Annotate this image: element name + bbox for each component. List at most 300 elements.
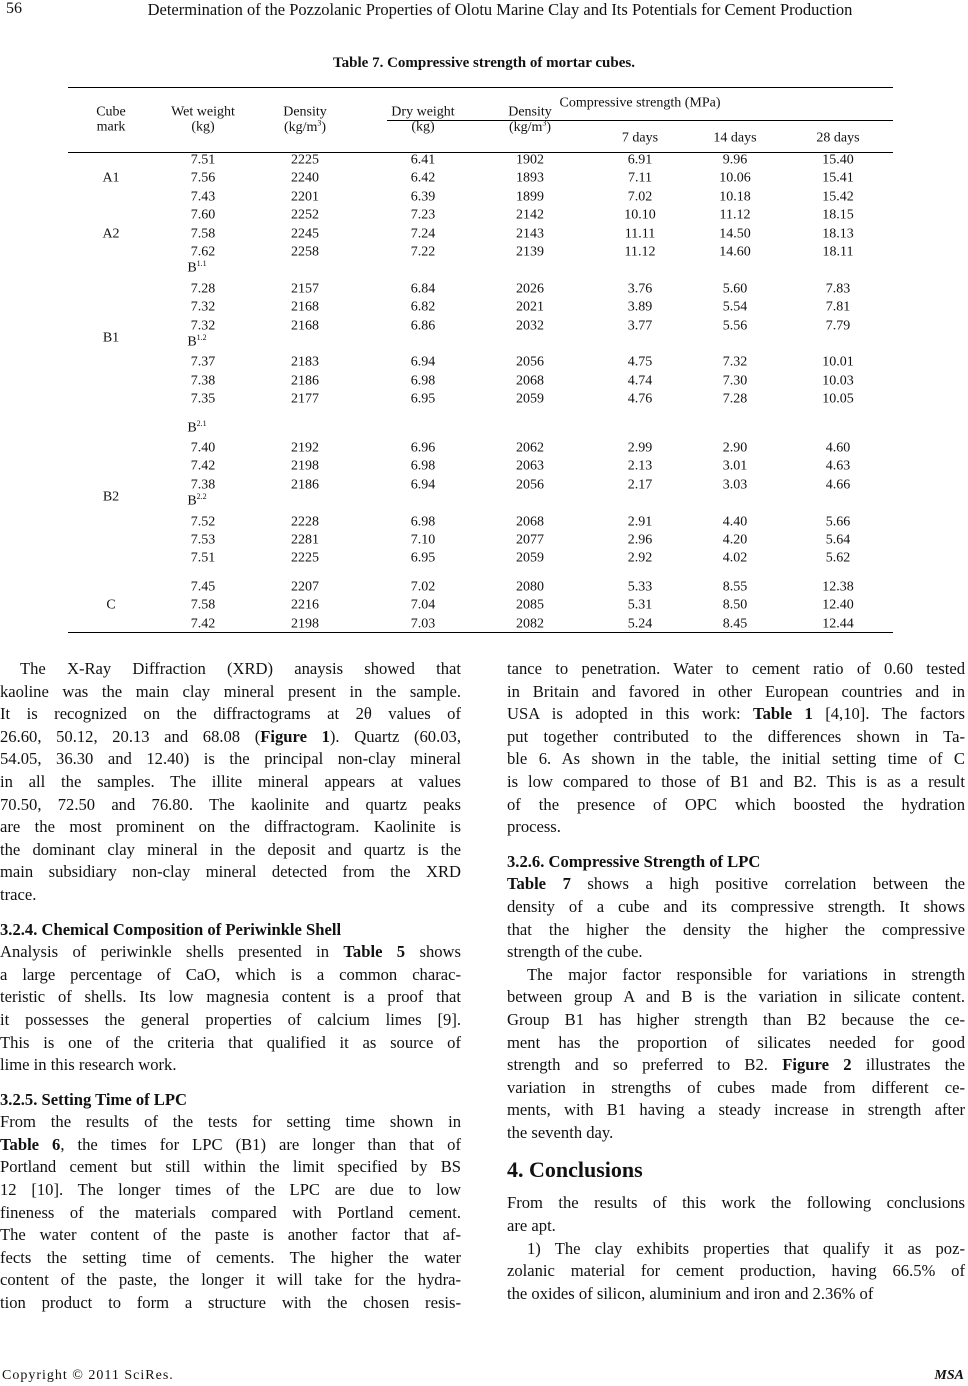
table-cell: 7.51 xyxy=(190,152,216,168)
text-run: 26.60, 50.12, 20.13 and 68.08 ( xyxy=(0,726,261,746)
header-density-wet-unit: (kg/m xyxy=(283,120,318,136)
text-run: kaoline was the main clay mineral present in the sample. xyxy=(0,681,461,701)
header-density-dry xyxy=(508,104,552,135)
table-cell: 4.63 xyxy=(825,458,851,474)
text-line xyxy=(507,1054,965,1077)
table-cell: 11.12 xyxy=(719,207,751,223)
table-cell: 2168 xyxy=(291,317,319,333)
text-line xyxy=(0,986,461,1009)
text-line xyxy=(0,964,461,987)
table-cell: 3.76 xyxy=(627,281,653,297)
paragraph xyxy=(507,658,965,839)
table-cell: 4.40 xyxy=(722,513,748,529)
table-cell: 7.58 xyxy=(190,597,216,613)
table-cell: 11.12 xyxy=(624,244,656,260)
table-cell: 15.41 xyxy=(822,170,854,186)
table-cell: 2059 xyxy=(516,391,544,407)
table-cell: 7.43 xyxy=(190,189,216,205)
paragraph xyxy=(507,964,965,1145)
table-cell: 2082 xyxy=(516,615,544,631)
page-number: 56 xyxy=(6,0,22,17)
text-line xyxy=(507,1215,965,1238)
table-cell: 7.32 xyxy=(190,317,216,333)
table-cell: 2177 xyxy=(291,391,319,407)
table-cell: 6.94 xyxy=(410,354,436,370)
table-cell: 6.42 xyxy=(410,170,436,186)
header-density-dry-line2 xyxy=(508,120,552,136)
table-cell: 7.10 xyxy=(410,532,436,548)
text-line xyxy=(0,816,461,839)
table-top-rule xyxy=(68,87,893,88)
table-cell: 2245 xyxy=(291,225,319,241)
table-cell: 5.31 xyxy=(627,597,653,613)
header-dry-weight xyxy=(391,105,454,136)
header-cube-mark-line1: Cube xyxy=(96,104,126,120)
table-cell: 7.04 xyxy=(410,597,436,613)
table-cell: 7.42 xyxy=(190,615,216,631)
text-line xyxy=(0,748,461,771)
table-cell: 7.32 xyxy=(190,299,216,315)
text-line xyxy=(507,1122,965,1145)
header-density-dry-exponent: 3 xyxy=(542,118,547,128)
table-cell: 5.24 xyxy=(627,615,653,631)
table-cell: 2032 xyxy=(516,317,544,333)
table-cell: 7.03 xyxy=(410,615,436,631)
text-run: ). Quartz (60.03, xyxy=(329,726,461,746)
text-line xyxy=(0,794,461,817)
table-cell: 6.94 xyxy=(410,477,436,493)
text-line xyxy=(0,1202,461,1225)
text-run: [4,10]. The factors xyxy=(812,704,965,724)
table-cell: 7.40 xyxy=(190,440,216,456)
text-line xyxy=(507,726,965,749)
table-cell: 2.99 xyxy=(627,440,653,456)
paragraph xyxy=(0,941,461,1077)
text-line xyxy=(507,873,965,896)
text-run: It is recognized on the diffractograms at 2θ values of xyxy=(0,704,461,724)
text-line xyxy=(0,1269,461,1292)
section-heading: 3.2.4. Chemical Composition of Periwinkle Shell xyxy=(0,919,342,939)
text-run: main subsidiary non-clay mineral detected from the XRD xyxy=(0,862,461,882)
table-cell: 7.42 xyxy=(190,458,216,474)
table-cell: 10.01 xyxy=(822,354,854,370)
text-line xyxy=(507,681,965,704)
table-cell: 2216 xyxy=(291,597,319,613)
text-line xyxy=(507,703,965,726)
right-text-column xyxy=(507,658,965,1305)
group-label-c: C xyxy=(106,597,116,613)
table-cell: 7.28 xyxy=(722,391,748,407)
table-cell: 7.28 xyxy=(190,281,216,297)
cross-reference: Figure 2 xyxy=(782,1055,852,1075)
table-cell: 6.95 xyxy=(410,550,436,566)
text-run: ments, with B1 having a steady increase in strength after xyxy=(507,1100,965,1120)
text-run: a large percentage of CaO, which is a common charac- xyxy=(0,964,461,984)
header-density-wet-line1: Density xyxy=(283,104,327,120)
text-run: 1) The clay exhibits properties that qualify it as poz- xyxy=(527,1238,965,1258)
text-run: This is one of the criteria that qualified it as source of xyxy=(0,1032,461,1052)
table-cell: 2080 xyxy=(516,579,544,595)
table-cell: 2068 xyxy=(516,373,544,389)
header-density-dry-line1: Density xyxy=(508,104,552,120)
text-run: fects the setting time of cements. The higher the water xyxy=(0,1247,461,1267)
text-line xyxy=(0,703,461,726)
compressive-header-rule xyxy=(387,120,893,121)
table-cell: 15.42 xyxy=(822,189,854,205)
table-cell: 2225 xyxy=(291,152,319,168)
table-cell: 2021 xyxy=(516,299,544,315)
subgroup-letter: B xyxy=(187,493,197,509)
table-cell: 10.18 xyxy=(719,189,751,205)
table-cell: 3.77 xyxy=(627,317,653,333)
table-cell: 7.32 xyxy=(722,354,748,370)
text-line xyxy=(0,1156,461,1179)
table-cell: 7.83 xyxy=(825,281,851,297)
text-run: The X-Ray Diffraction (XRD) anaysis showed that xyxy=(20,659,461,678)
text-run: the seventh day. xyxy=(507,1122,614,1142)
table-cell: 4.75 xyxy=(627,354,653,370)
subgroup-letter: B xyxy=(187,420,197,436)
table-cell: 2198 xyxy=(291,458,319,474)
table-cell: 2.96 xyxy=(627,532,653,548)
text-line xyxy=(507,1192,965,1215)
table-cell: 6.95 xyxy=(410,391,436,407)
table-cell: 10.05 xyxy=(822,391,854,407)
header-wet-weight-line2: (kg) xyxy=(191,120,215,135)
running-title: Determination of the Pozzolanic Properties of Olotu Marine Clay and Its Potentials for Cement Production xyxy=(147,0,853,19)
table-cell: 2063 xyxy=(516,458,544,474)
header-wet-weight-line1: Wet weight xyxy=(171,104,235,120)
table-cell: 2258 xyxy=(291,244,319,260)
table-cell: 2252 xyxy=(291,207,319,223)
header-density-wet xyxy=(283,104,327,135)
table-cell: 7.38 xyxy=(190,477,216,493)
table-cell: 2168 xyxy=(291,299,319,315)
text-line xyxy=(0,1179,461,1202)
table-cell: 2201 xyxy=(291,189,319,205)
text-run: USA is adopted in this work: xyxy=(507,704,754,724)
table-cell: 18.15 xyxy=(822,207,854,223)
text-line xyxy=(0,726,461,749)
table-cell: 7.53 xyxy=(190,532,216,548)
text-run: in all the samples. The illite mineral appears at values xyxy=(0,771,461,791)
table-cell: 2198 xyxy=(291,615,319,631)
table-cell: 5.33 xyxy=(627,579,653,595)
paragraph xyxy=(0,1111,461,1314)
text-line xyxy=(0,884,461,907)
table-cell: 15.40 xyxy=(822,152,854,168)
header-density-wet-paren: ) xyxy=(321,120,327,136)
subgroup-label xyxy=(187,420,206,436)
text-line xyxy=(507,919,965,942)
table-cell: 5.66 xyxy=(825,513,851,529)
text-run: shows a high positive correlation between the xyxy=(570,874,965,894)
table-cell: 2085 xyxy=(516,597,544,613)
text-run: process. xyxy=(507,817,561,837)
text-line xyxy=(0,1247,461,1270)
table-caption: Table 7. Compressive strength of mortar cubes. xyxy=(333,55,635,71)
table-cell: 1899 xyxy=(516,189,544,205)
cross-reference: Table 7 xyxy=(507,874,571,894)
text-run: 12 [10]. The longer times of the LPC are due to low xyxy=(0,1180,461,1200)
text-line xyxy=(507,1099,965,1122)
text-line xyxy=(0,1054,461,1077)
header-dry-weight-line1: Dry weight xyxy=(391,104,455,120)
table-cell: 7.38 xyxy=(190,373,216,389)
table-cell: 4.02 xyxy=(722,550,748,566)
text-run: is low compared to those of B1 and B2. This is as a result xyxy=(507,771,965,791)
text-line xyxy=(507,1009,965,1032)
table-cell: 8.55 xyxy=(722,579,748,595)
text-run: strength of the cube. xyxy=(507,942,643,962)
table-cell: 14.60 xyxy=(719,244,751,260)
text-line xyxy=(0,941,461,964)
table-cell: 2143 xyxy=(516,225,544,241)
header-14-days: 14 days xyxy=(713,130,757,146)
text-line xyxy=(0,1111,461,1134)
table-bottom-rule xyxy=(68,632,893,633)
subgroup-index: 2.1 xyxy=(196,418,207,428)
text-line xyxy=(507,964,965,987)
text-run: lime in this research work. xyxy=(0,1055,177,1075)
text-line xyxy=(507,1077,965,1100)
table-cell: 5.60 xyxy=(722,281,748,297)
text-run: 70.50, 72.50 and 76.80. The kaolinite and quartz peaks xyxy=(0,794,461,814)
table-cell: 1893 xyxy=(516,170,544,186)
subgroup-index: 2.2 xyxy=(196,492,207,502)
table-cell: 7.30 xyxy=(722,373,748,389)
table-cell: 7.81 xyxy=(825,299,851,315)
table-cell: 2139 xyxy=(516,244,544,260)
text-run: From the results of the tests for setting time shown in xyxy=(0,1112,461,1132)
text-line xyxy=(507,748,965,771)
table-cell: 2207 xyxy=(291,579,319,595)
text-run: density of a cube and its compressive strength. It shows xyxy=(507,896,965,916)
group-label-a2: A2 xyxy=(102,225,120,241)
text-run: trace. xyxy=(0,884,37,904)
paragraph xyxy=(507,873,965,963)
section-heading: 3.2.5. Setting Time of LPC xyxy=(0,1089,187,1109)
text-run: Portland cement but still within the limit specified by BS xyxy=(0,1157,461,1177)
text-line xyxy=(507,896,965,919)
subgroup-label xyxy=(187,493,206,509)
table-cell: 2068 xyxy=(516,513,544,529)
table-cell: 7.24 xyxy=(410,225,436,241)
table-cell: 4.20 xyxy=(722,532,748,548)
table-cell: 14.50 xyxy=(719,225,751,241)
table-cell: 18.11 xyxy=(822,244,854,260)
table-cell: 7.52 xyxy=(190,513,216,529)
cross-reference: Table 6 xyxy=(0,1134,61,1154)
text-line xyxy=(507,941,965,964)
table-cell: 2.91 xyxy=(627,513,653,529)
journal-footer: MSA xyxy=(934,1368,964,1383)
header-cube-mark xyxy=(96,105,126,136)
table-cell: 2056 xyxy=(516,354,544,370)
table-cell: 2.92 xyxy=(627,550,653,566)
cross-reference: Table 1 xyxy=(753,704,813,724)
table-cell: 4.74 xyxy=(627,373,653,389)
table-cell: 10.03 xyxy=(822,373,854,389)
subgroup-label xyxy=(187,334,206,350)
table-cell: 12.44 xyxy=(822,615,854,631)
text-run: ment has the proportion of silicates needed for good xyxy=(507,1032,965,1052)
header-density-wet-exponent: 3 xyxy=(317,118,322,128)
table-cell: 7.02 xyxy=(627,189,653,205)
table-cell: 7.62 xyxy=(190,244,216,260)
table-cell: 7.60 xyxy=(190,207,216,223)
text-line xyxy=(507,1238,965,1261)
table-cell: 1902 xyxy=(516,152,544,168)
table-cell: 2228 xyxy=(291,513,319,529)
text-run: ble 6. As shown in the table, the initial setting time of C xyxy=(507,749,965,769)
subgroup-label xyxy=(187,260,206,276)
table-cell: 8.50 xyxy=(722,597,748,613)
text-line xyxy=(507,1283,965,1306)
header-7-days: 7 days xyxy=(621,130,659,146)
text-line xyxy=(0,1292,461,1315)
table-cell: 5.56 xyxy=(722,317,748,333)
table-cell: 2281 xyxy=(291,532,319,548)
text-line xyxy=(0,1224,461,1247)
text-line xyxy=(0,1009,461,1032)
table-cell: 2056 xyxy=(516,477,544,493)
text-run: zolanic material for cement production, having 66.5% of xyxy=(507,1261,965,1281)
subgroup-index: 1.1 xyxy=(196,259,207,269)
text-run: between group A and B is the variation in silicate content. xyxy=(507,987,965,1007)
paragraph xyxy=(507,1238,965,1306)
text-line xyxy=(507,794,965,817)
table-cell: 6.98 xyxy=(410,373,436,389)
text-run: the dominant clay mineral in the deposit and quartz is the xyxy=(0,839,461,859)
text-line xyxy=(0,1032,461,1055)
table-cell: 2.13 xyxy=(627,458,653,474)
text-line xyxy=(0,771,461,794)
text-run: it possesses the general properties of calcium limes [9]. xyxy=(0,1009,461,1029)
table-cell: 4.60 xyxy=(825,440,851,456)
text-run: From the results of this work the following conclusions xyxy=(507,1193,965,1213)
header-density-dry-unit: (kg/m xyxy=(508,120,543,136)
text-run: are apt. xyxy=(507,1216,556,1236)
text-line xyxy=(0,658,461,681)
table-cell: 11.11 xyxy=(624,225,656,241)
table-cell: 7.02 xyxy=(410,579,436,595)
subgroup-letter: B xyxy=(187,334,197,350)
table-cell: 6.82 xyxy=(410,299,436,315)
text-line xyxy=(0,1134,461,1157)
subgroup-letter: B xyxy=(187,261,197,277)
text-run: illustrates the xyxy=(851,1055,965,1075)
text-line xyxy=(507,986,965,1009)
header-density-dry-paren: ) xyxy=(546,120,552,136)
text-line xyxy=(0,681,461,704)
text-line xyxy=(507,771,965,794)
text-run: 54.05, 36.30 and 12.40) is the principal non-clay mineral xyxy=(0,749,461,769)
text-run: the oxides of silicon, aluminium and iron and 2.36% of xyxy=(507,1283,874,1303)
paragraph xyxy=(507,1192,965,1237)
table-cell: 2.90 xyxy=(722,440,748,456)
table-cell: 4.76 xyxy=(627,391,653,407)
table-cell: 7.37 xyxy=(190,354,216,370)
header-dry-weight-line2: (kg) xyxy=(411,120,435,135)
copyright-footer: Copyright © 2011 SciRes. xyxy=(2,1368,174,1383)
table-cell: 2225 xyxy=(291,550,319,566)
table-cell: 2.17 xyxy=(627,477,653,493)
table-cell: 9.96 xyxy=(722,152,748,168)
table-cell: 6.39 xyxy=(410,189,436,205)
table-cell: 7.23 xyxy=(410,207,436,223)
header-compressive-strength: Compressive strength (MPa) xyxy=(559,95,721,111)
table-cell: 6.98 xyxy=(410,458,436,474)
table-cell: 3.01 xyxy=(722,458,748,474)
text-line xyxy=(0,839,461,862)
table-cell: 6.91 xyxy=(627,152,653,168)
table-cell: 6.84 xyxy=(410,281,436,297)
table-cell: 7.56 xyxy=(190,170,216,186)
text-run: teristic of shells. Its low magnesia content is a proof that xyxy=(0,987,461,1007)
cross-reference: Table 5 xyxy=(343,942,406,962)
table-cell: 6.41 xyxy=(410,152,436,168)
table-cell: 10.06 xyxy=(719,170,751,186)
table-cell: 6.96 xyxy=(410,440,436,456)
group-label-b1: B1 xyxy=(102,330,120,346)
text-run: Group B1 has higher strength than B2 because the ce- xyxy=(507,1009,965,1029)
table-cell: 7.79 xyxy=(825,317,851,333)
table-cell: 2186 xyxy=(291,477,319,493)
subgroup-index: 1.2 xyxy=(196,332,207,342)
table-cell: 7.11 xyxy=(628,170,652,186)
table-cell: 7.51 xyxy=(190,550,216,566)
text-run: The water content of the paste is another factor that af- xyxy=(0,1225,461,1245)
table-cell: 10.10 xyxy=(624,207,656,223)
left-text-column xyxy=(0,658,461,1315)
section-heading: 3.2.6. Compressive Strength of LPC xyxy=(507,851,761,871)
table-cell: 2186 xyxy=(291,373,319,389)
table-cell: 2183 xyxy=(291,354,319,370)
table-cell: 7.35 xyxy=(190,391,216,407)
table-cell: 8.45 xyxy=(722,615,748,631)
table-cell: 18.13 xyxy=(822,225,854,241)
group-label-a1: A1 xyxy=(102,170,120,186)
table-cell: 2142 xyxy=(516,207,544,223)
text-run: The major factor responsible for variations in strength xyxy=(527,964,965,984)
table-cell: 2240 xyxy=(291,170,319,186)
text-run: tance to penetration. Water to cement ratio of 0.60 tested xyxy=(507,659,965,678)
text-line xyxy=(507,1260,965,1283)
text-line xyxy=(507,1032,965,1055)
text-run: content of the paste, the longer it will take for the hydra- xyxy=(0,1270,461,1290)
text-run: , the times for LPC (B1) are longer than that of xyxy=(60,1134,461,1154)
table-cell: 7.45 xyxy=(190,579,216,595)
table-cell: 3.03 xyxy=(722,477,748,493)
header-cube-mark-line2: mark xyxy=(96,120,126,135)
table-cell: 5.64 xyxy=(825,532,851,548)
table-cell: 7.22 xyxy=(410,244,436,260)
table-cell: 2062 xyxy=(516,440,544,456)
table-cell: 2059 xyxy=(516,550,544,566)
table-cell: 12.40 xyxy=(822,597,854,613)
text-run: strength and so preferred to B2. xyxy=(507,1055,783,1075)
text-run: Analysis of periwinkle shells presented in xyxy=(0,942,344,962)
text-line xyxy=(507,658,965,681)
text-run: variation in strengths of cubes made from different ce- xyxy=(507,1077,965,1097)
table-cell: 5.54 xyxy=(722,299,748,315)
group-label-b2: B2 xyxy=(102,489,120,505)
table-cell: 2077 xyxy=(516,532,544,548)
text-run: in Britain and favored in other European countries and in xyxy=(507,681,965,701)
table-cell: 5.62 xyxy=(825,550,851,566)
text-line xyxy=(0,861,461,884)
